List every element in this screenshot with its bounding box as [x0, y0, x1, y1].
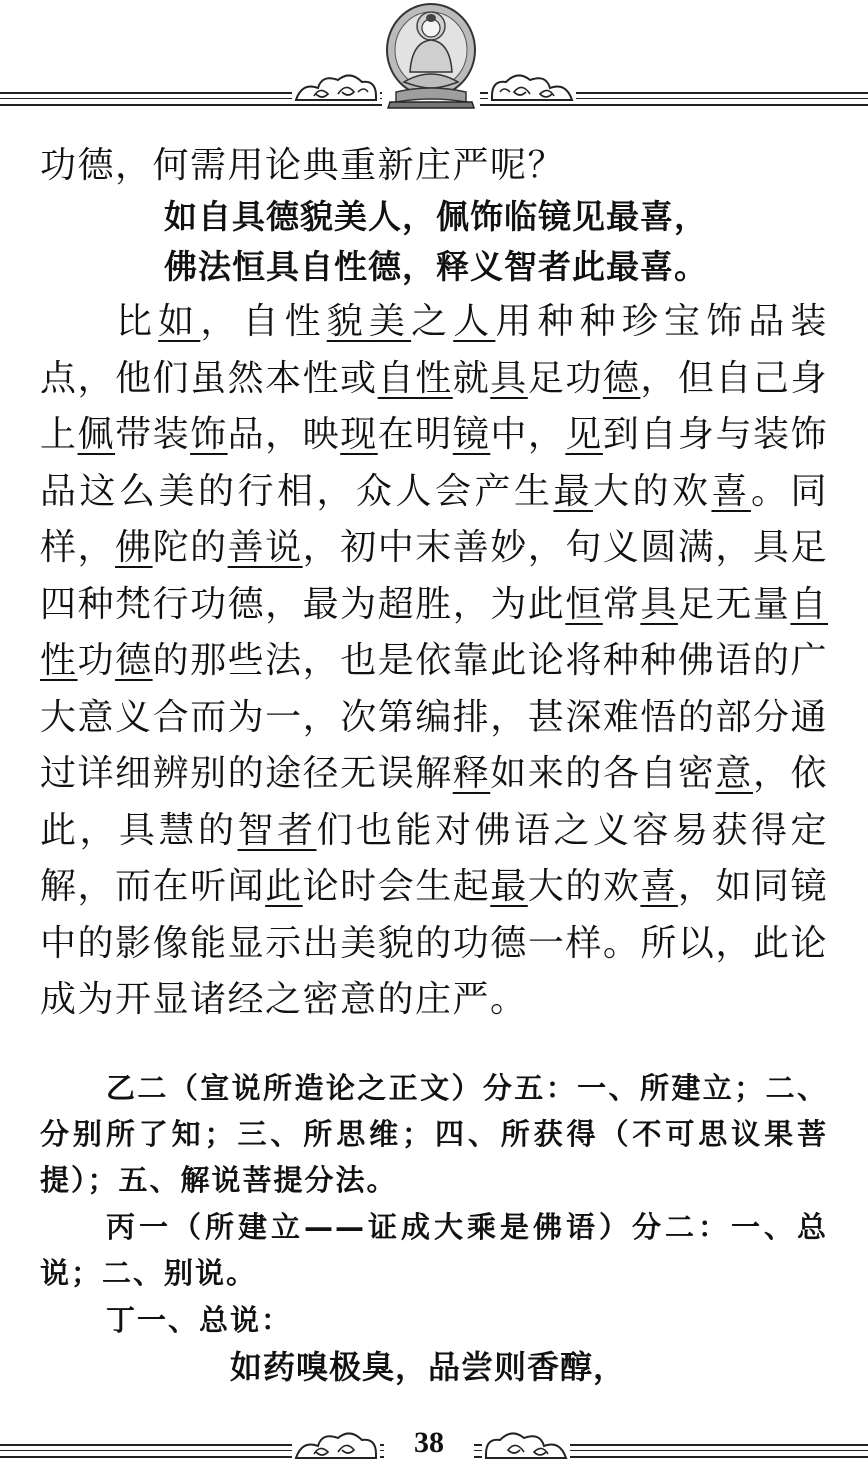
underlined-term: 智者 — [237, 809, 317, 851]
text-segment: 中， — [490, 414, 566, 455]
underlined-term: 见 — [565, 414, 603, 455]
text-segment: ，初中末善妙，句义圆满，具足四种梵行功德，最为超胜，为此 — [40, 527, 828, 625]
intro-line: 功德，何需用论典重新庄严呢？ — [40, 145, 566, 186]
left-cloud-ornament-icon — [292, 70, 380, 104]
text-segment: 常 — [602, 583, 641, 625]
text-segment: 大的欢 — [592, 470, 712, 512]
verse-line-2: 佛法恒具自性德，释义智者此最喜。 — [164, 247, 708, 286]
text-segment: 品，映 — [227, 414, 341, 455]
text-segment: 带装 — [115, 414, 191, 455]
underlined-term: 德 — [115, 640, 153, 681]
text-segment: 到自身与装饰品这么美的行相，众人会产生 — [40, 414, 828, 512]
underlined-term: 自性 — [377, 357, 453, 399]
section-heading-bing1: 丙一（所建立——证成大乘是佛语）分二：一、总说；二、别说。 — [40, 1210, 828, 1290]
underlined-term: 最 — [490, 866, 528, 907]
underlined-term: 人 — [453, 301, 496, 342]
buddha-emblem-icon — [382, 2, 480, 110]
underlined-term: 自性 — [40, 583, 828, 681]
underlined-term: 释 — [452, 753, 491, 794]
text-segment: 论时会生起 — [302, 866, 491, 907]
underlined-term: 如 — [158, 301, 201, 342]
underlined-term: 意 — [715, 753, 753, 794]
text-segment: 大的欢 — [527, 866, 641, 907]
underlined-term: 具 — [640, 583, 678, 625]
right-cloud-ornament-icon — [488, 70, 576, 104]
text-segment: 在明 — [377, 414, 453, 455]
section-heading-ding1: 丁一、总说： — [106, 1303, 293, 1337]
verse-line-1: 如自具德貌美人，佩饰临镜见最喜， — [164, 197, 708, 236]
underlined-term: 恒 — [565, 583, 603, 625]
page-number: 38 — [384, 1426, 474, 1460]
text-segment: 用种种珍宝饰品装点，他们虽然本性或 — [40, 301, 828, 399]
underlined-term: 佛 — [115, 527, 153, 568]
underlined-term: 镜 — [452, 414, 491, 455]
text-segment: 足无量 — [677, 583, 791, 625]
footer-left-cloud-icon — [292, 1428, 380, 1462]
footer-right-cloud-icon — [482, 1428, 570, 1462]
underlined-term: 最 — [553, 470, 593, 512]
underlined-term: 德 — [602, 357, 641, 399]
underlined-term: 喜 — [711, 470, 751, 512]
underlined-term: 佩 — [77, 414, 116, 455]
section-heading-yi2: 乙二（宣说所造论之正文）分五：一、所建立；二、分别所了知；三、所思维；四、所获得（不可思议果菩提）；五、解说菩提分法。 — [40, 1071, 828, 1197]
underlined-term: 善说 — [227, 527, 303, 568]
underlined-term: 饰 — [190, 414, 228, 455]
verse-line-3: 如药嗅极臭，品尝则香醇， — [230, 1348, 627, 1386]
text-segment: 们也能对佛语之义容易获得定解，而在听闻 — [40, 809, 828, 907]
page-header — [0, 0, 868, 118]
underlined-term: 现 — [340, 414, 378, 455]
text-segment: 就 — [452, 357, 491, 399]
text-segment: ，自性 — [200, 301, 327, 342]
commentary-paragraph — [40, 294, 828, 1029]
underlined-term: 具 — [490, 357, 528, 399]
underlined-term: 貌美 — [326, 301, 412, 342]
text-segment: 足功 — [527, 357, 603, 399]
text-segment: 如来的各自密 — [490, 753, 716, 794]
text-segment: 的那些法，也是依靠此论将种种佛语的广大意义合而为一，次第编排，甚深难悟的部分通过详细辨别的途径无误解 — [40, 640, 828, 794]
text-segment: 功 — [77, 640, 116, 681]
text-segment: ，依此，具慧的 — [40, 753, 828, 851]
underlined-term: 此 — [265, 866, 303, 907]
text-segment: 之 — [411, 301, 454, 342]
text-segment: 比 — [116, 301, 159, 342]
text-segment: 陀的 — [152, 527, 228, 568]
underlined-term: 喜 — [640, 866, 678, 907]
text-segment: 。同样， — [40, 470, 828, 568]
text-segment: ，如同镜中的影像能显示出美貌的功德一样。所以，此论成为开显诸经之密意的庄严。 — [40, 866, 828, 1020]
text-segment: ，但自己身上 — [40, 357, 828, 455]
